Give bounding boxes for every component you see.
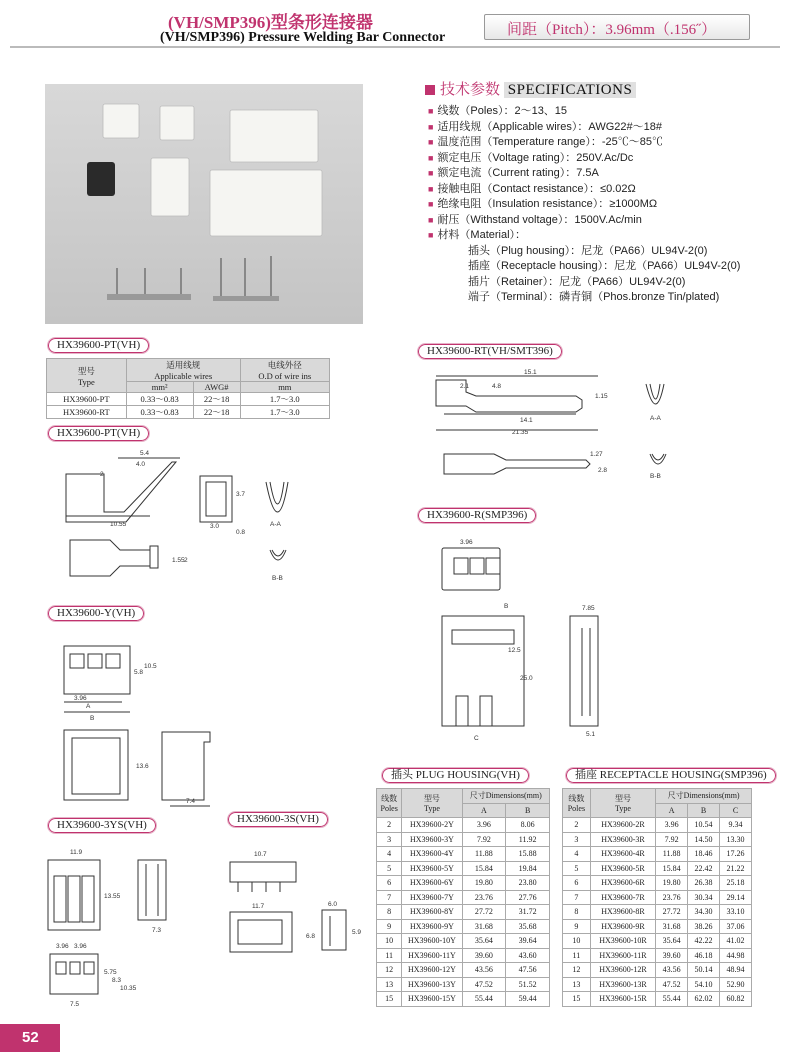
dim-label: 3.7 xyxy=(236,491,246,498)
header-divider xyxy=(10,46,780,48)
table-cell: HX39600-15R xyxy=(590,992,655,1007)
table-row xyxy=(377,948,550,963)
dim-label: 0.8 xyxy=(236,529,246,536)
table-cell: HX39600-2R xyxy=(590,818,655,833)
table-cell: 46.18 xyxy=(688,948,720,963)
receptacle-table-body xyxy=(563,818,752,1007)
spec-item: ■ 材料（Material）： xyxy=(428,228,740,244)
dim-label: 10.5 xyxy=(144,663,157,670)
th-type-cn: 型号 xyxy=(614,794,631,803)
page-title-cn: (VH/SMP396)型条形连接器 xyxy=(168,13,373,32)
specifications-list xyxy=(428,104,740,306)
page-number: 52 xyxy=(0,1024,60,1052)
table-row xyxy=(377,934,550,949)
table-cell: 29.14 xyxy=(720,890,752,905)
dim-label: B-B xyxy=(650,473,661,480)
table-cell: 3 xyxy=(377,832,402,847)
table-cell: 13.30 xyxy=(720,832,752,847)
table-cell: 27.72 xyxy=(462,905,506,920)
table-cell: 35.64 xyxy=(656,934,688,949)
table-cell: 11.92 xyxy=(506,832,550,847)
table-cell: 23.80 xyxy=(506,876,550,891)
table-cell: 13 xyxy=(563,977,591,992)
table-cell: 4 xyxy=(563,847,591,862)
cell: 1.7～3.0 xyxy=(240,393,329,406)
dim-label: 7.5 xyxy=(70,1001,80,1008)
table-cell: 18.46 xyxy=(688,847,720,862)
table-row xyxy=(563,832,752,847)
table-cell: HX39600-4Y xyxy=(402,847,462,862)
table-cell: 31.68 xyxy=(462,919,506,934)
table-cell: 8 xyxy=(377,905,402,920)
th-poles-cn: 线数 xyxy=(568,794,585,803)
th-type-cn: 型号 xyxy=(423,794,440,803)
table-cell: 3.96 xyxy=(656,818,688,833)
dim-label: A xyxy=(86,703,91,710)
dim-label: 14.1 xyxy=(520,417,533,424)
dim-label: 5.4 xyxy=(140,450,150,457)
th-col-b: B xyxy=(506,803,550,818)
th-col-c: C xyxy=(720,803,752,818)
cell: 0.33～0.83 xyxy=(126,393,193,406)
table-row xyxy=(563,977,752,992)
table-cell: 15.88 xyxy=(506,847,550,862)
dim-label: 10.55 xyxy=(110,521,127,528)
th-poles-en: Poles xyxy=(567,804,586,813)
table-row xyxy=(377,890,550,905)
dim-label: 4.0 xyxy=(136,461,146,468)
dim-label: 3.96 xyxy=(56,943,69,950)
dim-label: 6.0 xyxy=(328,901,338,908)
table-cell: HX39600-6R xyxy=(590,876,655,891)
dim-label: B xyxy=(90,715,95,722)
table-cell: 7 xyxy=(377,890,402,905)
bullet-square-icon xyxy=(425,85,435,95)
dim-label: A-A xyxy=(270,521,281,528)
dim-label: 13.55 xyxy=(104,893,121,900)
plug-table-body xyxy=(377,818,550,1007)
th-type-en: Type xyxy=(424,804,440,813)
table-cell: HX39600-5R xyxy=(590,861,655,876)
table-cell: 5 xyxy=(377,861,402,876)
spec-item: ■ 线数（Poles）：2～13、15 xyxy=(428,104,740,120)
th-col-a: A xyxy=(656,803,688,818)
dim-label: 5.1 xyxy=(586,731,596,738)
dim-label: 21.35 xyxy=(512,429,529,436)
table-row xyxy=(563,963,752,978)
th-od-cn: 电线外径 xyxy=(267,360,302,370)
table-cell: 10 xyxy=(563,934,591,949)
table-row xyxy=(563,818,752,833)
table-cell: 39.60 xyxy=(462,948,506,963)
th-wire xyxy=(126,359,240,382)
dim-label: 3.96 xyxy=(460,539,473,546)
table-cell: HX39600-8Y xyxy=(402,905,462,920)
table-cell: 52.90 xyxy=(720,977,752,992)
table-cell: 37.06 xyxy=(720,919,752,934)
th-type xyxy=(47,359,127,393)
cell: 22～18 xyxy=(193,406,240,419)
rt-terminal-drawing xyxy=(420,364,710,500)
table-cell: HX39600-9Y xyxy=(402,919,462,934)
dim-label: C xyxy=(474,735,479,742)
material-item: 插片（Retainer）：尼龙（PA66）UL94V-2(0) xyxy=(468,275,686,288)
th-wire-cn: 适用线规 xyxy=(166,360,201,370)
table-cell: HX39600-7R xyxy=(590,890,655,905)
th-od xyxy=(240,359,329,382)
table-cell: 6 xyxy=(377,876,402,891)
table-cell: 43.56 xyxy=(656,963,688,978)
spec-item: ■ 温度范围（Temperature range）：-25℃～85℃ xyxy=(428,135,740,151)
dim-label: 6.8 xyxy=(306,933,316,940)
dim-label: 25.0 xyxy=(520,675,533,682)
table-cell: HX39600-5Y xyxy=(402,861,462,876)
label-r: HX39600-R(SMP396) xyxy=(418,508,536,523)
dim-label: 2 xyxy=(184,557,188,564)
table-row xyxy=(377,905,550,920)
dim-label: 15.1 xyxy=(524,369,537,376)
label-receptacle-housing: 插座 RECEPTACLE HOUSING(SMP396) xyxy=(566,768,776,783)
table-row xyxy=(377,818,550,833)
table-cell: 15 xyxy=(563,992,591,1007)
table-row xyxy=(563,948,752,963)
table-cell: 25.18 xyxy=(720,876,752,891)
table-row xyxy=(377,963,550,978)
y-plug-drawing xyxy=(60,628,240,808)
specifications-heading xyxy=(425,78,636,99)
table-cell: HX39600-13Y xyxy=(402,977,462,992)
table-row xyxy=(377,977,550,992)
dim-label: 2 xyxy=(100,471,104,478)
table-cell: 26.38 xyxy=(688,876,720,891)
table-cell: 31.68 xyxy=(656,919,688,934)
spec-item: ■ 耐压（Withstand voltage）：1500V.Ac/min xyxy=(428,213,740,229)
dim-label: 7.4 xyxy=(186,798,196,805)
cell: 22～18 xyxy=(193,393,240,406)
table-cell: 41.02 xyxy=(720,934,752,949)
table-cell: 42.22 xyxy=(688,934,720,949)
th-od-en: O.D of wire ins xyxy=(258,371,312,381)
table-cell: 31.72 xyxy=(506,905,550,920)
th-col-a: A xyxy=(462,803,506,818)
th-mm: mm xyxy=(240,382,329,393)
table-cell: 30.34 xyxy=(688,890,720,905)
table-cell: HX39600-10Y xyxy=(402,934,462,949)
page-title-en: (VH/SMP396) Pressure Welding Bar Connector xyxy=(160,30,446,45)
table-cell: 7.92 xyxy=(656,832,688,847)
dim-label: 11.9 xyxy=(70,849,83,856)
cell: HX39600-PT xyxy=(47,393,127,406)
table-row xyxy=(377,861,550,876)
table-cell: 14.50 xyxy=(688,832,720,847)
spec-item: ■ 额定电压（Voltage rating）：250V.Ac/Dc xyxy=(428,151,740,167)
ys-plug-drawing xyxy=(42,842,212,1018)
table-cell: 10.54 xyxy=(688,818,720,833)
table-cell: 8.06 xyxy=(506,818,550,833)
table-cell: 12 xyxy=(563,963,591,978)
table-row xyxy=(377,832,550,847)
table-cell: 19.84 xyxy=(506,861,550,876)
table-cell: HX39600-3R xyxy=(590,832,655,847)
table-cell: 47.52 xyxy=(462,977,506,992)
table-row xyxy=(563,905,752,920)
cell: 0.33～0.83 xyxy=(126,406,193,419)
th-type-en: Type xyxy=(77,376,95,387)
table-cell: 60.82 xyxy=(720,992,752,1007)
table-cell: 47.52 xyxy=(656,977,688,992)
dim-label: 2.1 xyxy=(460,383,470,390)
th-type xyxy=(590,789,655,818)
table-cell: HX39600-9R xyxy=(590,919,655,934)
table-cell: 15.84 xyxy=(656,861,688,876)
table-cell: 2 xyxy=(377,818,402,833)
table-row xyxy=(563,934,752,949)
table-cell: 9 xyxy=(377,919,402,934)
th-type xyxy=(402,789,462,818)
table-cell: 21.22 xyxy=(720,861,752,876)
label-ys: HX39600-3YS(VH) xyxy=(48,818,156,833)
table-row xyxy=(47,393,330,406)
th-poles xyxy=(377,789,402,818)
product-photo xyxy=(45,84,363,324)
table-cell: 35.64 xyxy=(462,934,506,949)
table-row xyxy=(563,992,752,1007)
dim-label: 2.8 xyxy=(598,467,608,474)
table-row xyxy=(377,876,550,891)
dim-label: 3.0 xyxy=(210,523,220,530)
table-cell: 44.98 xyxy=(720,948,752,963)
dim-label: 1.15 xyxy=(595,393,608,400)
table-cell: 62.02 xyxy=(688,992,720,1007)
table-cell: 23.76 xyxy=(462,890,506,905)
table-cell: HX39600-15Y xyxy=(402,992,462,1007)
table-cell: 9.34 xyxy=(720,818,752,833)
pt-terminal-drawing xyxy=(60,446,310,596)
s-plug-drawing xyxy=(224,846,370,966)
dim-label: 3.96 xyxy=(74,695,87,702)
table-cell: HX39600-7Y xyxy=(402,890,462,905)
dim-label: 4.8 xyxy=(492,383,502,390)
spec-item: ■ 额定电流（Current rating）：7.5A xyxy=(428,166,740,182)
table-cell: 23.76 xyxy=(656,890,688,905)
table-cell: 55.44 xyxy=(462,992,506,1007)
spec-title-cn: 技术参数 xyxy=(440,82,501,98)
material-item: 插头（Plug housing）：尼龙（PA66）UL94V-2(0) xyxy=(468,244,708,257)
label-pt-top: HX39600-PT(VH) xyxy=(48,338,149,353)
table-cell: HX39600-10R xyxy=(590,934,655,949)
table-cell: 39.60 xyxy=(656,948,688,963)
table-cell: 50.14 xyxy=(688,963,720,978)
table-cell: HX39600-6Y xyxy=(402,876,462,891)
table-row xyxy=(563,876,752,891)
table-cell: 55.44 xyxy=(656,992,688,1007)
table-cell: 17.26 xyxy=(720,847,752,862)
dim-label: 5.9 xyxy=(352,929,362,936)
cell: HX39600-RT xyxy=(47,406,127,419)
table-cell: 19.80 xyxy=(462,876,506,891)
table-cell: HX39600-12R xyxy=(590,963,655,978)
th-awg: AWG# xyxy=(193,382,240,393)
table-cell: 48.94 xyxy=(720,963,752,978)
dim-label: 7.3 xyxy=(152,927,162,934)
dim-label: 12.5 xyxy=(508,647,521,654)
table-cell: 34.30 xyxy=(688,905,720,920)
table-cell: 27.72 xyxy=(656,905,688,920)
table-cell: HX39600-8R xyxy=(590,905,655,920)
table-cell: 59.44 xyxy=(506,992,550,1007)
th-poles-cn: 线数 xyxy=(381,794,398,803)
dim-label: 1.27 xyxy=(590,451,603,458)
table-cell: 9 xyxy=(563,919,591,934)
table-cell: 43.60 xyxy=(506,948,550,963)
label-plug-housing: 插头 PLUG HOUSING(VH) xyxy=(382,768,529,783)
th-dimensions: 尺寸Dimensions(mm) xyxy=(462,789,549,804)
th-type-en: Type xyxy=(615,804,631,813)
material-item: 端子（Terminal）：磷青铜（Phos.bronze Tin/plated) xyxy=(468,291,720,303)
table-cell: 8 xyxy=(563,905,591,920)
material-item: 插座（Receptacle housing）：尼龙（PA66）UL94V-2(0) xyxy=(468,260,741,272)
table-cell: 11.88 xyxy=(462,847,506,862)
plug-housing-table xyxy=(376,788,550,1007)
r-receptacle-drawing xyxy=(420,528,620,744)
table-cell: 6 xyxy=(563,876,591,891)
dim-label: A-A xyxy=(650,415,661,422)
dim-label: 11.7 xyxy=(252,903,265,910)
table-cell: HX39600-4R xyxy=(590,847,655,862)
table-cell: 12 xyxy=(377,963,402,978)
dim-label: 10.35 xyxy=(120,985,137,992)
table-cell: HX39600-11Y xyxy=(402,948,462,963)
table-cell: 19.80 xyxy=(656,876,688,891)
table-row xyxy=(563,890,752,905)
dim-label: 5.75 xyxy=(104,969,117,976)
table-row xyxy=(563,847,752,862)
table-cell: 39.64 xyxy=(506,934,550,949)
table-cell: 35.68 xyxy=(506,919,550,934)
dim-label: 1.55 xyxy=(172,557,185,564)
table-cell: HX39600-13R xyxy=(590,977,655,992)
dim-label: 8.3 xyxy=(112,977,122,984)
label-pt: HX39600-PT(VH) xyxy=(48,426,149,441)
spec-item: ■ 绝缘电阻（Insulation resistance）：≥1000MΩ xyxy=(428,197,740,213)
table-row xyxy=(563,861,752,876)
dim-label: 10.7 xyxy=(254,851,267,858)
label-s: HX39600-3S(VH) xyxy=(228,812,328,827)
connector-photo-illustration xyxy=(45,84,363,324)
th-dimensions: 尺寸Dimensions(mm) xyxy=(656,789,752,804)
table-cell: 11 xyxy=(563,948,591,963)
table-cell: HX39600-12Y xyxy=(402,963,462,978)
table-cell: 54.10 xyxy=(688,977,720,992)
th-col-b: B xyxy=(688,803,720,818)
table-cell: HX39600-11R xyxy=(590,948,655,963)
table-cell: 3.96 xyxy=(462,818,506,833)
table-cell: 27.76 xyxy=(506,890,550,905)
th-poles xyxy=(563,789,591,818)
dim-label: 7.85 xyxy=(582,605,595,612)
table-cell: 15 xyxy=(377,992,402,1007)
table-cell: 4 xyxy=(377,847,402,862)
spec-item: ■ 接触电阻（Contact resistance）：≤0.02Ω xyxy=(428,182,740,198)
table-row xyxy=(377,919,550,934)
table-cell: HX39600-2Y xyxy=(402,818,462,833)
table-row xyxy=(377,992,550,1007)
dim-label: 5.8 xyxy=(134,669,144,676)
label-rt: HX39600-RT(VH/SMT396) xyxy=(418,344,562,359)
dim-label: 13.6 xyxy=(136,763,149,770)
table-cell: 3 xyxy=(563,832,591,847)
label-y: HX39600-Y(VH) xyxy=(48,606,144,621)
spec-item: ■ 适用线规（Applicable wires）：AWG22#～18# xyxy=(428,120,740,136)
table-cell: 7.92 xyxy=(462,832,506,847)
dim-label: B xyxy=(504,603,509,610)
table-cell: 10 xyxy=(377,934,402,949)
table-cell: 15.84 xyxy=(462,861,506,876)
table-row xyxy=(377,847,550,862)
table-cell: 38.26 xyxy=(688,919,720,934)
table-cell: 5 xyxy=(563,861,591,876)
th-mm2: mm² xyxy=(126,382,193,393)
table-cell: 22.42 xyxy=(688,861,720,876)
th-type-cn: 型号 xyxy=(77,365,95,376)
table-cell: 7 xyxy=(563,890,591,905)
table-cell: 51.52 xyxy=(506,977,550,992)
table-cell: 11 xyxy=(377,948,402,963)
spec-title-en: SPECIFICATIONS xyxy=(504,82,637,98)
wire-spec-table xyxy=(46,358,330,419)
table-cell: 33.10 xyxy=(720,905,752,920)
th-wire-en: Applicable wires xyxy=(154,371,213,381)
th-poles-en: Poles xyxy=(380,804,398,813)
table-cell: 47.56 xyxy=(506,963,550,978)
table-cell: 2 xyxy=(563,818,591,833)
dim-label: B-B xyxy=(272,575,283,582)
receptacle-housing-table xyxy=(562,788,752,1007)
table-cell: HX39600-3Y xyxy=(402,832,462,847)
cell: 1.7～3.0 xyxy=(240,406,329,419)
table-row xyxy=(563,919,752,934)
table-cell: 43.56 xyxy=(462,963,506,978)
table-row xyxy=(47,406,330,419)
table-cell: 13 xyxy=(377,977,402,992)
table-cell: 11.88 xyxy=(656,847,688,862)
pitch-box: 间距（Pitch）：3.96mm（.156˝） xyxy=(484,14,750,40)
dim-label: 3.96 xyxy=(74,943,87,950)
